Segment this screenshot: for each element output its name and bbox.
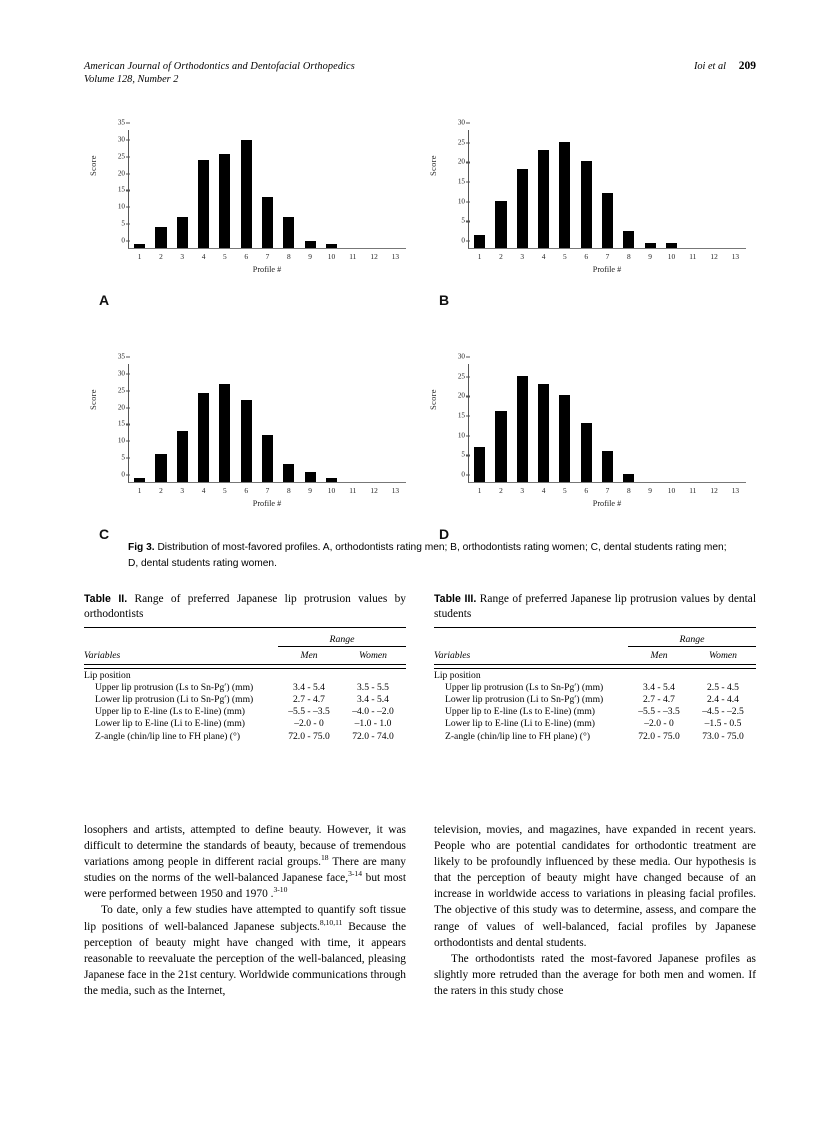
table-2-row-variable: Lower lip protrusion (Li to Sn-Pg′) (mm) (95, 693, 254, 705)
chart-c-ytick: 10 (103, 438, 125, 445)
chart-b-xtick: 4 (541, 252, 546, 261)
chart-c-xtick: 12 (370, 486, 378, 495)
chart-a-bar (326, 244, 337, 248)
chart-a-bar (177, 217, 188, 248)
chart-a-xtick: 1 (137, 252, 142, 261)
chart-b-bar-slot (576, 130, 597, 261)
table-3-data-rows (434, 681, 756, 742)
chart-a-plot-area (117, 118, 406, 261)
chart-d-xlabel: Profile # (592, 499, 622, 508)
chart-a-bar-slot (321, 130, 342, 261)
chart-d-xtick: 8 (626, 486, 631, 495)
chart-c-bar (283, 464, 294, 482)
table-3-row-variable: Z-angle (chin/lip line to FH plane) (°) (445, 730, 591, 742)
chart-a-ytick: 25 (103, 153, 125, 160)
table-2-row-men: –5.5 - –3.5 (288, 706, 330, 718)
chart-b-ytick: 15 (443, 179, 465, 186)
body-paragraph-4: The orthodontists rated the most-favored Japanese profiles as slightly more retruded than the average for both men and women. If the raters in this study chose (434, 952, 756, 997)
table-3-row-women: –4.5 - –2.5 (702, 706, 744, 718)
chart-b-ytick: 30 (443, 120, 465, 127)
chart-c-ytick: 30 (103, 370, 125, 377)
chart-c-xtick: 4 (201, 486, 206, 495)
chart-a-bar (283, 217, 294, 248)
chart-c-bar-slot (342, 364, 363, 495)
chart-c-xtick: 10 (327, 486, 336, 495)
chart-c-bar (219, 384, 230, 482)
chart-a-bar-slot (385, 130, 406, 261)
table-row (434, 706, 756, 718)
figure-3 (84, 118, 756, 542)
chart-a-bar-slot (257, 130, 278, 261)
chart-d-ytick: 0 (443, 472, 465, 479)
chart-c-bar-slot (129, 364, 150, 495)
table-2-row-women: 72.0 - 74.0 (352, 730, 394, 742)
table-2-row-men: 2.7 - 4.7 (293, 693, 325, 705)
chart-d-xtick: 1 (477, 486, 482, 495)
chart-c-bar-slot (236, 364, 257, 495)
table-3-section-label: Lip position (434, 669, 481, 681)
chart-b-bar (623, 231, 634, 248)
chart-c-bar-slot (172, 364, 193, 495)
chart-d-ytick: 25 (443, 373, 465, 380)
body-paragraph-3: television, movies, and magazines, have expanded in recent years. People who are potential candidates for orthodontic treatment are likely to be profoundly influenced by these media. Our hypothesis is that the perception of beauty might have changed because of an increase in worldwide access to variations in pleasing facial profiles. The objective of this study was to determine, assess, and compare the range of values of well-balanced, facial profiles by Japanese orthodontists and dental students. (434, 824, 756, 949)
chart-a-xtick: 5 (223, 252, 227, 261)
page-number: 209 (738, 60, 756, 72)
chart-b-bar (666, 243, 677, 249)
chart-d-bar-slot (490, 364, 511, 495)
chart-b-plot-area (457, 118, 746, 261)
table-3-number: Table III. (434, 593, 477, 605)
chart-d-ylabel: Score (428, 389, 438, 410)
chart-c-bar-slot (363, 364, 384, 495)
chart-c-bar-slot (214, 364, 235, 495)
chart-panel-b (428, 118, 750, 308)
chart-d-ytick: 30 (443, 354, 465, 361)
table-2-row-variable: Z-angle (chin/lip line to FH plane) (°) (95, 730, 241, 742)
chart-c-bar (326, 478, 337, 482)
chart-b-xtick: 6 (584, 252, 589, 261)
chart-d-bar-slot (618, 364, 639, 495)
chart-c-panel-letter: C (99, 526, 110, 542)
table-2 (84, 627, 406, 742)
chart-c-bar (198, 393, 209, 482)
body-p2-text-a: To date, only a few studies have attempted to quantify soft tissue lip positions of well-balanced Japanese subjects. (84, 904, 406, 933)
chart-b-bar (495, 201, 506, 248)
chart-c-xtick: 8 (286, 486, 291, 495)
chart-c-xlabel: Profile # (252, 499, 282, 508)
chart-d-bar-slot (682, 364, 703, 495)
chart-d-panel-letter: D (439, 526, 450, 542)
chart-b-ytick: 10 (443, 198, 465, 205)
table-2-row-men: –2.0 - 0 (294, 718, 324, 730)
chart-a-bar-slot (129, 130, 150, 261)
chart-b-xtick: 8 (626, 252, 631, 261)
body-p1-text-b: There are many studies on the norms of the well-balanced Japanese face, (84, 856, 406, 885)
chart-d-bar-slot (533, 364, 554, 495)
chart-panel-d (428, 352, 750, 542)
chart-a-xtick: 13 (391, 252, 400, 261)
chart-d-xtick: 7 (605, 486, 610, 495)
chart-c-xtick: 7 (265, 486, 270, 495)
chart-b-bar-slot (725, 130, 746, 261)
chart-c-bar (155, 454, 166, 482)
table-row (434, 718, 756, 730)
chart-c-bar (262, 435, 273, 482)
chart-b-ylabel: Score (428, 155, 438, 176)
chart-d-xtick: 13 (731, 486, 740, 495)
chart-a-ytick: 35 (103, 120, 125, 127)
table-row (84, 718, 406, 730)
chart-b-bar-slot (490, 130, 511, 261)
chart-c-plot-area (117, 352, 406, 495)
chart-a-xtick: 10 (327, 252, 336, 261)
chart-b-xtick: 10 (667, 252, 676, 261)
body-paragraph-2 (84, 902, 406, 999)
chart-d-bar-slot (512, 364, 533, 495)
chart-c-ylabel: Score (88, 389, 98, 410)
table-3-column-header-row (434, 647, 756, 665)
chart-a-ytick: 0 (103, 238, 125, 245)
chart-panel-a (88, 118, 410, 308)
table-row (434, 730, 756, 742)
body-p2-ref-1: 8,10,11 (319, 917, 343, 927)
table-2-section-label: Lip position (84, 669, 131, 681)
chart-a-ytick: 15 (103, 187, 125, 194)
table-3-body (434, 628, 756, 682)
chart-d-xtick: 11 (689, 486, 697, 495)
chart-d-xtick: 6 (584, 486, 589, 495)
table-3-row-women: 2.4 - 4.4 (707, 693, 739, 705)
chart-b-xtick: 11 (689, 252, 697, 261)
chart-c-ytick: 5 (103, 455, 125, 462)
chart-b-bar-slot (469, 130, 490, 261)
table-2-title (84, 592, 406, 622)
chart-b-ytick: 5 (443, 218, 465, 225)
chart-c-bar-slot (193, 364, 214, 495)
table-3-title (434, 592, 756, 622)
volume-issue: Volume 128, Number 2 (84, 74, 179, 85)
chart-panel-c (88, 352, 410, 542)
table-3-row-men: 72.0 - 75.0 (638, 730, 680, 742)
table-row (84, 706, 406, 718)
chart-b-ytick: 20 (443, 159, 465, 166)
chart-c-bar-slot (321, 364, 342, 495)
table-3-row-men: –5.5 - –3.5 (638, 706, 680, 718)
table-2-group-spacer (84, 630, 278, 647)
table-2-data-rows (84, 681, 406, 742)
chart-c-xtick: 13 (391, 486, 400, 495)
chart-d-xtick: 3 (520, 486, 525, 495)
chart-d-xtick: 12 (710, 486, 718, 495)
chart-c-bar-slot (300, 364, 321, 495)
chart-d-bar (495, 411, 506, 482)
table-row (84, 681, 406, 693)
chart-b-bars (469, 130, 746, 261)
table-3-group-header-row (434, 630, 756, 647)
table-2-section-row (84, 669, 406, 682)
chart-d-bar-slot (469, 364, 490, 495)
chart-c-ytick: 35 (103, 354, 125, 361)
chart-d-ytick: 5 (443, 452, 465, 459)
chart-c-ytick: 25 (103, 387, 125, 394)
chart-a-ytick: 5 (103, 221, 125, 228)
table-3-group-header: Range (628, 630, 756, 647)
chart-d-bar (474, 447, 485, 482)
chart-c-xtick: 9 (308, 486, 312, 495)
chart-b-xtick: 13 (731, 252, 740, 261)
table-2-row-men: 72.0 - 75.0 (288, 730, 330, 742)
table-3-col-women: Women (709, 650, 737, 661)
chart-a-ylabel: Score (88, 155, 98, 176)
table-3-row-variable: Upper lip to E-line (Ls to E-line) (mm) (445, 706, 595, 718)
chart-c-xtick: 5 (223, 486, 227, 495)
chart-a-xtick: 9 (308, 252, 312, 261)
chart-a-xtick: 8 (286, 252, 291, 261)
chart-d-ytick: 15 (443, 413, 465, 420)
chart-a-xtick: 3 (180, 252, 185, 261)
chart-a-bar (219, 154, 230, 248)
chart-b-bar (581, 161, 592, 248)
chart-c-ytick: 20 (103, 404, 125, 411)
chart-d-ytick: 20 (443, 393, 465, 400)
table-row (434, 693, 756, 705)
chart-d-xtick: 9 (648, 486, 652, 495)
chart-c-ytick: 0 (103, 472, 125, 479)
chart-d-bar-slot (725, 364, 746, 495)
chart-c-xtick: 2 (159, 486, 163, 495)
chart-c-bar-slot (257, 364, 278, 495)
table-3-row-variable: Lower lip protrusion (Li to Sn-Pg′) (mm) (445, 693, 604, 705)
bar-chart-d (428, 352, 750, 518)
chart-a-ytick: 30 (103, 136, 125, 143)
chart-a-panel-letter: A (99, 292, 110, 308)
chart-a-bar-slot (300, 130, 321, 261)
chart-a-xtick: 6 (244, 252, 249, 261)
chart-c-bar-slot (278, 364, 299, 495)
table-3-group-spacer (434, 630, 628, 647)
body-column-left (84, 822, 406, 999)
chart-b-xtick: 12 (710, 252, 718, 261)
chart-c-xtick: 11 (349, 486, 357, 495)
chart-d-xtick: 10 (667, 486, 676, 495)
chart-a-xtick: 7 (265, 252, 270, 261)
table-2-row-variable: Lower lip to E-line (Li to E-line) (mm) (95, 718, 245, 730)
chart-d-bar-slot (703, 364, 724, 495)
table-2-group-header: Range (278, 630, 406, 647)
body-paragraph-1 (84, 822, 406, 902)
chart-b-bar (559, 142, 570, 248)
chart-b-bar-slot (661, 130, 682, 261)
figure-caption (128, 540, 728, 571)
chart-b-xtick: 2 (499, 252, 503, 261)
table-3-row-variable: Upper lip protrusion (Ls to Sn-Pg′) (mm) (445, 681, 604, 693)
chart-b-panel-letter: B (439, 292, 450, 308)
body-p1-text-c: but most were performed between 1950 and 1970 . (84, 872, 406, 901)
chart-d-bar (538, 384, 549, 482)
chart-b-xlabel: Profile # (592, 265, 622, 274)
chart-d-bars (469, 364, 746, 495)
chart-a-xlabel: Profile # (252, 265, 282, 274)
chart-b-bar-slot (512, 130, 533, 261)
table-3-row-men: 2.7 - 4.7 (643, 693, 675, 705)
chart-d-bar-slot (661, 364, 682, 495)
table-2-row-women: 3.5 - 5.5 (357, 681, 389, 693)
bar-chart-a (88, 118, 410, 284)
figure-caption-text: Distribution of most-favored profiles. A, orthodontists rating men; B, orthodontists rating women; C, dental students rating men; D, dental students rating women. (128, 542, 727, 569)
table-2-row-variable: Upper lip to E-line (Ls to E-line) (mm) (95, 706, 245, 718)
chart-d-bar-slot (576, 364, 597, 495)
table-2-group-header-row (84, 630, 406, 647)
bar-chart-c (88, 352, 410, 518)
chart-a-bar (134, 244, 145, 248)
chart-a-bar-slot (363, 130, 384, 261)
table-2-col-men: Men (300, 650, 318, 661)
chart-a-bar-slot (278, 130, 299, 261)
table-2-col-variables: Variables (84, 649, 121, 661)
table-3-row-men: –2.0 - 0 (644, 718, 674, 730)
chart-d-bar-slot (640, 364, 661, 495)
running-head (84, 60, 756, 90)
chart-a-bar (305, 241, 316, 248)
figure-caption-label: Fig 3. (128, 542, 155, 553)
chart-b-ytick: 25 (443, 139, 465, 146)
chart-c-bars (129, 364, 406, 495)
bar-chart-b (428, 118, 750, 284)
chart-b-xtick: 3 (520, 252, 525, 261)
chart-a-bar (262, 197, 273, 248)
chart-d-ytick: 10 (443, 432, 465, 439)
chart-b-bar (474, 235, 485, 248)
body-column-right (434, 822, 756, 999)
chart-c-bar (305, 472, 316, 482)
chart-b-bar-slot (682, 130, 703, 261)
chart-d-bar (517, 376, 528, 482)
chart-b-bar-slot (618, 130, 639, 261)
chart-b-xtick: 9 (648, 252, 652, 261)
chart-a-bar-slot (342, 130, 363, 261)
chart-c-xtick: 1 (137, 486, 142, 495)
chart-b-bar-slot (554, 130, 575, 261)
chart-d-bar (623, 474, 634, 482)
chart-a-bar (198, 160, 209, 248)
chart-b-xtick: 1 (477, 252, 482, 261)
table-2-block (84, 592, 406, 742)
chart-b-bar-slot (640, 130, 661, 261)
table-row (84, 693, 406, 705)
table-row (84, 730, 406, 742)
chart-a-bar-slot (236, 130, 257, 261)
table-2-row-women: 3.4 - 5.4 (357, 693, 389, 705)
chart-c-bar (241, 400, 252, 482)
journal-title: American Journal of Orthodontics and Dentofacial Orthopedics (84, 61, 355, 72)
table-2-row-variable: Upper lip protrusion (Ls to Sn-Pg′) (mm) (95, 681, 254, 693)
table-3 (434, 627, 756, 742)
table-2-row-men: 3.4 - 5.4 (293, 681, 325, 693)
chart-c-xtick: 3 (180, 486, 185, 495)
table-3-row-men: 3.4 - 5.4 (643, 681, 675, 693)
table-2-column-header-row (84, 647, 406, 665)
table-3-section-row (434, 669, 756, 682)
chart-a-xtick: 11 (349, 252, 357, 261)
chart-a-bars (129, 130, 406, 261)
chart-c-bar-slot (150, 364, 171, 495)
table-2-row-women: –1.0 - 1.0 (354, 718, 392, 730)
chart-c-bar (134, 478, 145, 482)
chart-a-ytick: 10 (103, 204, 125, 211)
chart-b-bar (602, 193, 613, 248)
chart-a-xtick: 12 (370, 252, 378, 261)
table-2-col-women: Women (359, 650, 387, 661)
table-2-caption: Range of preferred Japanese lip protrusion values by orthodontists (84, 593, 407, 620)
body-p1-ref-2: 3-14 (348, 869, 363, 879)
chart-a-xtick: 2 (159, 252, 163, 261)
chart-a-bar-slot (214, 130, 235, 261)
table-3-caption: Range of preferred Japanese lip protrusion values by dental students (434, 593, 756, 620)
chart-a-bar (155, 227, 166, 248)
chart-c-bar-slot (385, 364, 406, 495)
chart-c-bar (177, 431, 188, 482)
chart-d-xtick: 2 (499, 486, 503, 495)
chart-d-xtick: 4 (541, 486, 546, 495)
chart-c-ytick: 15 (103, 421, 125, 428)
chart-d-bar-slot (554, 364, 575, 495)
table-3-col-variables: Variables (434, 649, 471, 661)
author-running-head: Ioi et al (693, 61, 726, 72)
chart-d-plot-area (457, 352, 746, 495)
chart-d-xtick: 5 (563, 486, 567, 495)
chart-d-bar (581, 423, 592, 482)
chart-a-ytick: 20 (103, 170, 125, 177)
chart-c-xtick: 6 (244, 486, 249, 495)
chart-b-bar-slot (703, 130, 724, 261)
chart-b-bar (538, 150, 549, 248)
chart-b-ytick: 0 (443, 238, 465, 245)
chart-d-bar (602, 451, 613, 482)
chart-b-bar (517, 169, 528, 248)
table-3-row-variable: Lower lip to E-line (Li to E-line) (mm) (445, 718, 595, 730)
table-2-row-women: –4.0 - –2.0 (352, 706, 394, 718)
chart-b-xtick: 5 (563, 252, 567, 261)
chart-a-bar-slot (150, 130, 171, 261)
chart-b-xtick: 7 (605, 252, 610, 261)
body-p2-text-b: Because the perception of beauty might have changed with time, it appears reasonable to reevaluate the perception of the well-balanced, pleasing Japanese face in the 21st century. Worldwide communications through the media, such as the Internet, (84, 920, 407, 997)
chart-a-xtick: 4 (201, 252, 206, 261)
table-3-block (434, 592, 756, 742)
chart-a-bar-slot (172, 130, 193, 261)
chart-b-bar (645, 243, 656, 249)
chart-b-bar-slot (597, 130, 618, 261)
body-p1-ref-1: 18 (320, 853, 329, 863)
table-3-row-women: –1.5 - 0.5 (704, 718, 742, 730)
table-row (434, 681, 756, 693)
table-3-row-women: 73.0 - 75.0 (702, 730, 744, 742)
body-p1-ref-3: 3-10 (273, 885, 288, 895)
table-3-col-men: Men (650, 650, 668, 661)
chart-a-bar (241, 140, 252, 248)
chart-d-bar-slot (597, 364, 618, 495)
chart-b-bar-slot (533, 130, 554, 261)
table-2-number: Table II. (84, 593, 128, 605)
body-p1-text-a: losophers and artists, attempted to define beauty. However, it was difficult to determine the standards of beauty, because of tremendous variations among people in different racial groups. (84, 824, 406, 869)
table-2-body (84, 628, 406, 682)
chart-d-bar (559, 395, 570, 482)
chart-a-bar-slot (193, 130, 214, 261)
table-3-row-women: 2.5 - 4.5 (707, 681, 739, 693)
